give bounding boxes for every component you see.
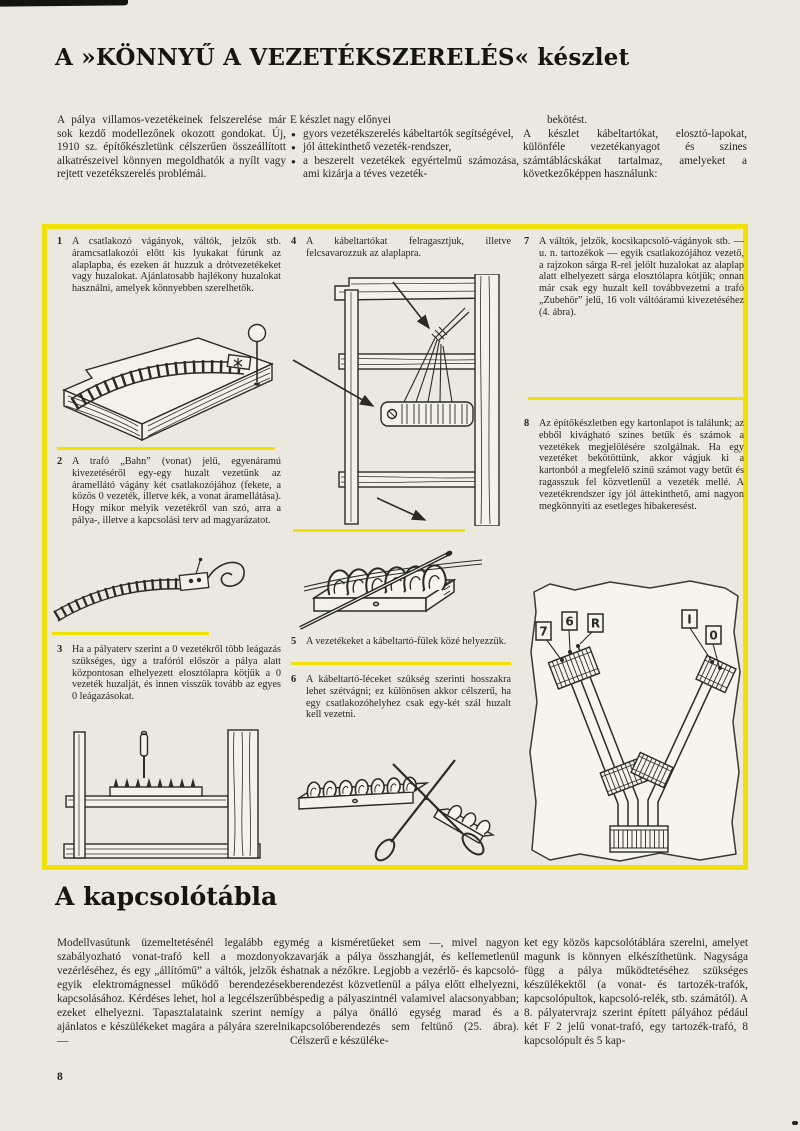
instruction-number: 2 bbox=[57, 456, 63, 467]
bullet-icon: ● bbox=[291, 129, 296, 139]
section-heading: A kapcsolótábla bbox=[55, 882, 278, 911]
instruction-text: A váltók, jelzők, kocsikapcsoló-vágányok stb. — u. n. tartozékok — egyik csatlakozójához vezető, a rajzokon sárga R-rel jelölt huzalokat az alaplap alatt elhelyezett sárga elosztólapra kötjük; onnan már csak egy huzalt kell továbbvezetni a trafó „Zubehör” jelű, 16 volt váltóáramú kivezetéséhez (4. ábra). bbox=[539, 236, 744, 318]
section-column-2 bbox=[290, 936, 519, 1048]
instruction-item-4 bbox=[291, 236, 511, 260]
svg-text:6: 6 bbox=[565, 614, 574, 629]
instruction-item-2 bbox=[57, 456, 281, 527]
instruction-text: A csatlakozó vágányok, váltók, jelzők stb. áramcsatlakozói előtt kis lyukakat fúrunk az alaplapba, és ezeken át huzzuk a drótvezetékeket vagy huzalokat. Ajánlatosabb hajlékony huzalokat használni, amelyek könnyebben szerelhetők. bbox=[72, 236, 281, 295]
instruction-item-1 bbox=[57, 236, 281, 295]
wire-label-6 bbox=[562, 612, 577, 630]
intro-paragraph-1: A pálya villamos-vezetékeinek felszerelése már sok kezdő modellezőnek okozott gondokat. Új, 1910 sz. építőkészletünk célszerűen összeállított alkatrészeivel könnyen megoldhatók a nyílt vagy rejtett vezetékszerelés problémái. bbox=[57, 114, 286, 180]
instruction-number: 5 bbox=[291, 636, 297, 647]
instruction-number: 6 bbox=[291, 674, 297, 685]
svg-text:I: I bbox=[687, 612, 692, 627]
instruction-item-6 bbox=[291, 674, 511, 721]
illustration-underside-frame-cable-holder bbox=[289, 274, 513, 526]
intro-paragraph-3: A készlet kábeltartókat, elosztó-lapokat, különféle vezetékanyagot és szines számtáblácskákat tartalmaz, amelyeket a következőképpen használunk: bbox=[523, 127, 747, 180]
instruction-number: 3 bbox=[57, 644, 63, 655]
instruction-number: 4 bbox=[291, 236, 297, 247]
intro-benefits-heading: E készlet nagy előnyei bbox=[290, 114, 391, 126]
section-column-3 bbox=[524, 936, 748, 1048]
yellow-divider bbox=[528, 397, 745, 400]
bullet-icon: ● bbox=[291, 156, 296, 166]
illustration-cutting-cable-holder-with-scissors bbox=[293, 736, 513, 866]
bullet-icon: ● bbox=[291, 143, 296, 152]
scan-artifact-top-left bbox=[0, 0, 128, 7]
wire-label-7 bbox=[536, 622, 551, 640]
benefits-list bbox=[290, 128, 519, 182]
yellow-divider bbox=[291, 662, 511, 665]
benefit-text: gyors vezetékszerelés kábeltartók segítségével, bbox=[303, 127, 514, 140]
page-number: 8 bbox=[57, 1071, 63, 1083]
benefit-text: a beszerelt vezetékek egyértelmű számozása, ami kizárja a téves vezeték- bbox=[303, 154, 519, 180]
intro-paragraph-continuation: bekötést. bbox=[547, 114, 588, 126]
instruction-text: Ha a pályaterv szerint a 0 vezetékről több leágazás szükséges, úgy a trafóról először a pálya alatt központosan elhelyezett elosztólapra kötjük a 0 vezeték huzalját, és innen visszük tovább az egyes 0 leágazásokat. bbox=[72, 644, 281, 703]
illustration-baseboard-with-track-and-pin bbox=[58, 320, 280, 444]
list-item bbox=[290, 141, 519, 155]
instruction-text: Az építőkészletben egy kartonlapot is találunk; az ebből kivágható színes betűk és számok a vezetékek megjelölésére szolgálnak. Ha egy vezetéket bekötöttünk, akkor vágjuk ki a kartonból a megfelelő szinű számot vagy betűt és ragasszuk fel közvetlenül a vezeték mellé. A vezetékrendszer így jól áttekinthető, ami nagyon megkönnyíti az esetleges hibakeresést. bbox=[539, 418, 744, 512]
yellow-divider bbox=[293, 529, 465, 532]
yellow-divider bbox=[57, 447, 275, 450]
page-title: A »KÖNNYŰ A VEZETÉKSZERELÉS« készlet bbox=[55, 44, 630, 71]
instruction-item-3 bbox=[57, 644, 281, 703]
benefit-text: jól áttekinthető vezeték-rendszer, bbox=[303, 141, 452, 153]
wire-label-I bbox=[682, 610, 697, 628]
list-item bbox=[290, 155, 519, 182]
instruction-item-5 bbox=[291, 636, 511, 648]
illustration-track-with-connector-wire bbox=[50, 554, 255, 628]
yellow-divider bbox=[52, 632, 209, 635]
intro-column-1 bbox=[57, 114, 286, 182]
instruction-text: A vezetékeket a kábeltartó-fülek közé helyezzük. bbox=[306, 636, 507, 647]
instruction-text: A kábeltartókat felragasztjuk, illetve felcsavarozzuk az alaplapra. bbox=[306, 236, 511, 259]
list-item bbox=[290, 128, 519, 142]
section-paragraph: Modellvasútunk üzemeltetésénél legalább egy szabályozható vonat-trafó kell a mozdonyok vezérléséhez, és egy „állítómű” a váltók, jelzők és egyik elektromágnessel működő berendezések kapcsolásához. Kérdéses lehet, hol a legcélszerűbb ezeket elhelyezni. Tapasztalataink szerint nem ajánlatos e készülékeket magára a pályára szerelni — bbox=[57, 937, 290, 1047]
section-column-1 bbox=[57, 936, 290, 1048]
svg-text:R: R bbox=[590, 616, 601, 631]
illustration-cable-holder-threading-rod bbox=[298, 538, 488, 632]
instruction-number: 1 bbox=[57, 236, 63, 247]
svg-text:7: 7 bbox=[539, 624, 548, 639]
instruction-text: A kábeltartó-léceket szükség szerinti hosszakra lehet szétvágni; ez különösen akkor célszerű, ha egy csatlakozóhelyhez csak egy-két szál huzalt kell vezetni. bbox=[306, 674, 511, 721]
illustration-shelf-with-terminal-strip-screwdriver bbox=[58, 726, 288, 866]
intro-column-2 bbox=[290, 114, 519, 182]
svg-text:0: 0 bbox=[709, 628, 718, 643]
instruction-text: A trafó „Bahn” (vonat) jelű, egyenáramú kivezetéséről egy-egy huzalt vezetünk az áramellátó vágány két csatlakozójához (fekete, a közös 0 vezeték, illetve kék, a vonat áramellátása). Hogy mikor melyik vezetékről van szó, arra a pálya-, illetve a kapcsolási terv ad magyarázatot. bbox=[72, 456, 281, 526]
instruction-number: 7 bbox=[524, 236, 530, 247]
scan-artifact-bottom-right bbox=[792, 1121, 798, 1125]
illustration-wiring-diagram-labeled-bundles bbox=[520, 572, 748, 866]
section-paragraph: még a kisméretűeket sem —, mivel nagyon zavarják a pálya összhangját, és kellemetlenül hatnak a nézőkre. Legjobb a vezérlő- és kapcsoló-berendezést közvetlenül a pálya előtt elhelyezni, éspedig a pályaszintnél valamivel alacsonyabban; így a pálya önálló egység marad és a kapcsolóberendezés sem feltünő (25. ábra). Célszerű e készüléke- bbox=[290, 937, 519, 1047]
intro-column-3 bbox=[523, 114, 747, 182]
wire-label-0 bbox=[706, 626, 721, 644]
section-paragraph: ket egy közös kapcsolótáblára szerelni, amelyet magunk is könnyen elkészíthetünk. Nagysága függ a pálya működtetéséhez szükséges készülékektől (a vonat- és tartozék-trafók, kapcsolópultok, kapcsoló-relék, stb. számától). A 8. pályatervrajz szerint épített pályához pédául két F 2 jelű vonat-trafó, egy tartozék-trafó, 8 kapcsolópult és 5 kap- bbox=[524, 937, 748, 1047]
instruction-item-8 bbox=[524, 418, 744, 512]
wire-label-R bbox=[588, 614, 603, 632]
instruction-item-7 bbox=[524, 236, 744, 319]
instruction-number: 8 bbox=[524, 418, 530, 429]
